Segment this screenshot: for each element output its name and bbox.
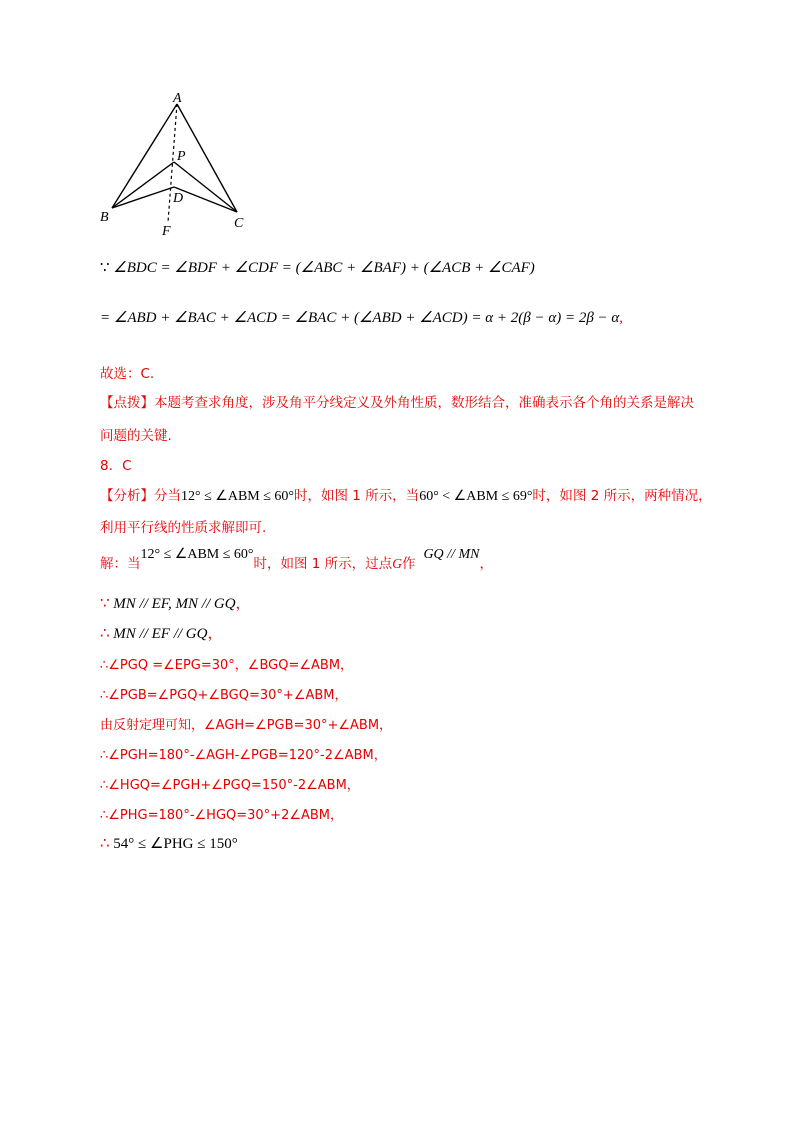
red-step-4: ∴∠PGH=180°-∠AGH-∠PGB=120°-2∠ABM， — [100, 748, 387, 763]
therefore-symbol-final: ∴ — [100, 834, 110, 852]
range-2: 60° < ∠ABM ≤ 69° — [419, 489, 533, 504]
step-because-text: MN // EF, MN // GQ — [113, 596, 236, 612]
therefore-symbol: ∴ — [100, 624, 110, 642]
tip-tag: 【点拨】 — [100, 395, 154, 411]
red-step-3: 由反射定理可知，∠AGH=∠PGB=30°+∠ABM， — [100, 718, 393, 733]
because-symbol-2: ∵ — [100, 594, 110, 612]
step-therefore-text: MN // EF // GQ — [113, 626, 208, 642]
red-step-1: ∴∠PGQ =∠EPG=30°，∠BGQ=∠ABM， — [100, 658, 354, 673]
solution-comma: ， — [479, 556, 493, 572]
red-step-6: ∴∠PHG=180°-∠HGQ=30°+2∠ABM， — [100, 808, 344, 823]
step-because — [100, 592, 251, 613]
step-because-tail: ， — [235, 596, 251, 612]
analysis-text-c: 时，如图 2 所示，两种情况， — [532, 488, 712, 504]
triangle-figure — [92, 90, 262, 240]
solution-b: 时，如图 1 所示，过点 — [253, 556, 393, 572]
because-symbol: ∵ — [100, 260, 110, 276]
label-D: D — [173, 191, 184, 206]
proof-line-1 — [100, 258, 535, 277]
proof-line-1-text: ∠BDC = ∠BDF + ∠CDF = (∠ABC + ∠BAF) + (∠ACB + ∠CAF) — [113, 260, 535, 276]
label-B: B — [100, 210, 109, 225]
q8-analysis-line-1 — [100, 484, 712, 505]
step-therefore-tail: ， — [207, 626, 223, 642]
segment-AB — [112, 104, 177, 208]
label-F: F — [162, 224, 171, 239]
analysis-text-b: 时，如图 1 所示，当 — [294, 488, 420, 504]
segment-BD — [112, 187, 174, 208]
label-A: A — [173, 91, 182, 106]
segment-CP — [174, 162, 237, 212]
q8-solution-line — [100, 542, 493, 572]
final-range — [100, 834, 238, 853]
tip-line-1 — [100, 391, 694, 411]
red-step-2: ∴∠PGB=∠PGQ+∠BGQ=30°+∠ABM， — [100, 688, 348, 703]
range-1: 12° ≤ ∠ABM ≤ 60° — [181, 489, 295, 504]
proof-line-2-text: = ∠ABD + ∠BAC + ∠ACD = ∠BAC + (∠ABD + ∠ACD) = α + 2(β − α) = 2β − α — [100, 310, 620, 326]
solution-parallel: GQ // MN — [423, 547, 480, 562]
tip-line-2: 问题的关键. — [100, 428, 172, 444]
proof-line-2 — [100, 308, 623, 327]
label-P: P — [177, 149, 186, 164]
solution-g: G — [392, 556, 402, 571]
red-step-5: ∴∠HGQ=∠PGH+∠PGQ=150°-2∠ABM， — [100, 778, 360, 793]
tip-text: 本题考查求角度，涉及角平分线定义及外角性质，数形结合，准确表示各个角的关系是解决 — [154, 395, 694, 411]
analysis-text-a: 分当 — [154, 488, 181, 504]
solution-c: 作 — [401, 556, 416, 572]
segment-CD — [174, 187, 237, 212]
step-therefore — [100, 622, 222, 643]
q8-analysis-line-2: 利用平行线的性质求解即可. — [100, 520, 267, 536]
proof-line-2-tail: , — [619, 310, 624, 326]
answer-7: 故选：C. — [100, 366, 155, 382]
solution-a: 解：当 — [100, 556, 141, 572]
segment-AC — [177, 104, 237, 212]
q8-number: 8．C — [100, 458, 132, 474]
final-range-text: 54° ≤ ∠PHG ≤ 150° — [113, 836, 238, 852]
label-C: C — [234, 216, 244, 231]
solution-range: 12° ≤ ∠ABM ≤ 60° — [140, 547, 254, 562]
segment-BP — [112, 162, 174, 208]
analysis-tag: 【分析】 — [100, 488, 154, 504]
